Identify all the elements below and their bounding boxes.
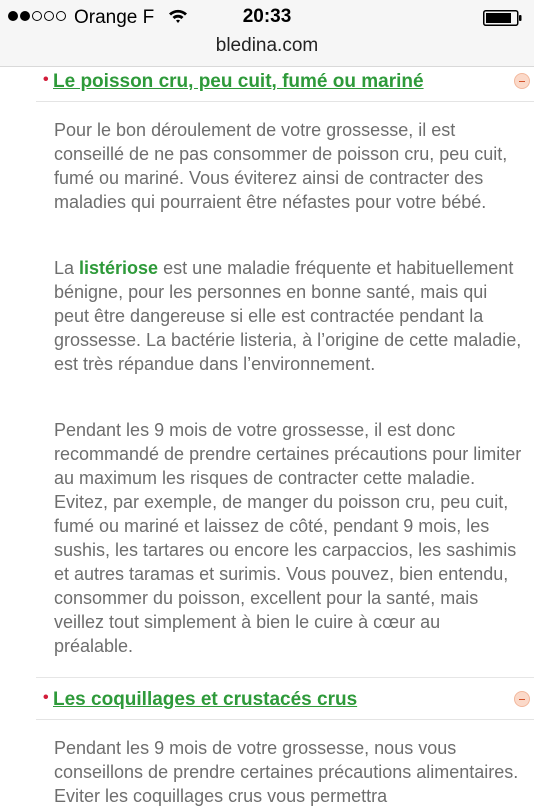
paragraph: Pendant les 9 mois de votre grossesse, il est donc recommandé de prendre certaines précautions pour limiter au maximum les risques de contracter cette maladie. Evitez, par exemple, de manger du poisson cru, peu cuit, fumé ou mariné et laissez de côté, pendant 9 mois, les sushis, les tartares ou encore les carpaccios, les sashimis et autres taramas et surimis. Vous pouvez, bien entendu, consommer du poisson, excellent pour la santé, mais veillez tout simplement à bien le cuire à cœur au préalable. <box>54 420 522 656</box>
section-header-raw-fish[interactable] <box>36 68 534 102</box>
status-bar <box>0 0 534 34</box>
url-text: bledina.com <box>215 35 319 56</box>
clock: 20:33 <box>242 6 292 27</box>
keyword-listeriose: listériose <box>79 258 159 278</box>
section-title-link[interactable]: Le poisson cru, peu cuit, fumé ou mariné <box>53 71 424 92</box>
collapse-icon[interactable] <box>514 691 530 707</box>
paragraph: La listériose est une maladie fréquente et habituellement bénigne, pour les personnes en bonne santé, mais qui peut être dangereuse si elle est contractée pendant la grossesse. La bactérie listeria, à l’origine de cette maladie, est très répandue dans l’environnement. <box>54 258 522 374</box>
bullet-icon: • <box>43 71 49 88</box>
collapse-icon[interactable] <box>514 73 530 89</box>
battery-icon <box>483 10 523 31</box>
bullet-icon: • <box>43 689 49 706</box>
paragraph: Pour le bon déroulement de votre grossesse, il est conseillé de ne pas consommer de poisson cru, peu cuit, fumé ou mariné. Vous éviterez ainsi de contracter des maladies qui pourraient être néfastes pour votre bébé. <box>54 120 508 212</box>
section-title-link[interactable]: Les coquillages et crustacés crus <box>53 689 358 710</box>
browser-url-bar[interactable] <box>0 34 534 67</box>
carrier-name: Orange F <box>74 7 155 28</box>
section-header-shellfish[interactable] <box>36 686 534 720</box>
paragraph: Pendant les 9 mois de votre grossesse, nous vous conseillons de prendre certaines précautions alimentaires. Eviter les coquillages crus vous permettra <box>54 738 519 806</box>
divider <box>36 677 534 678</box>
